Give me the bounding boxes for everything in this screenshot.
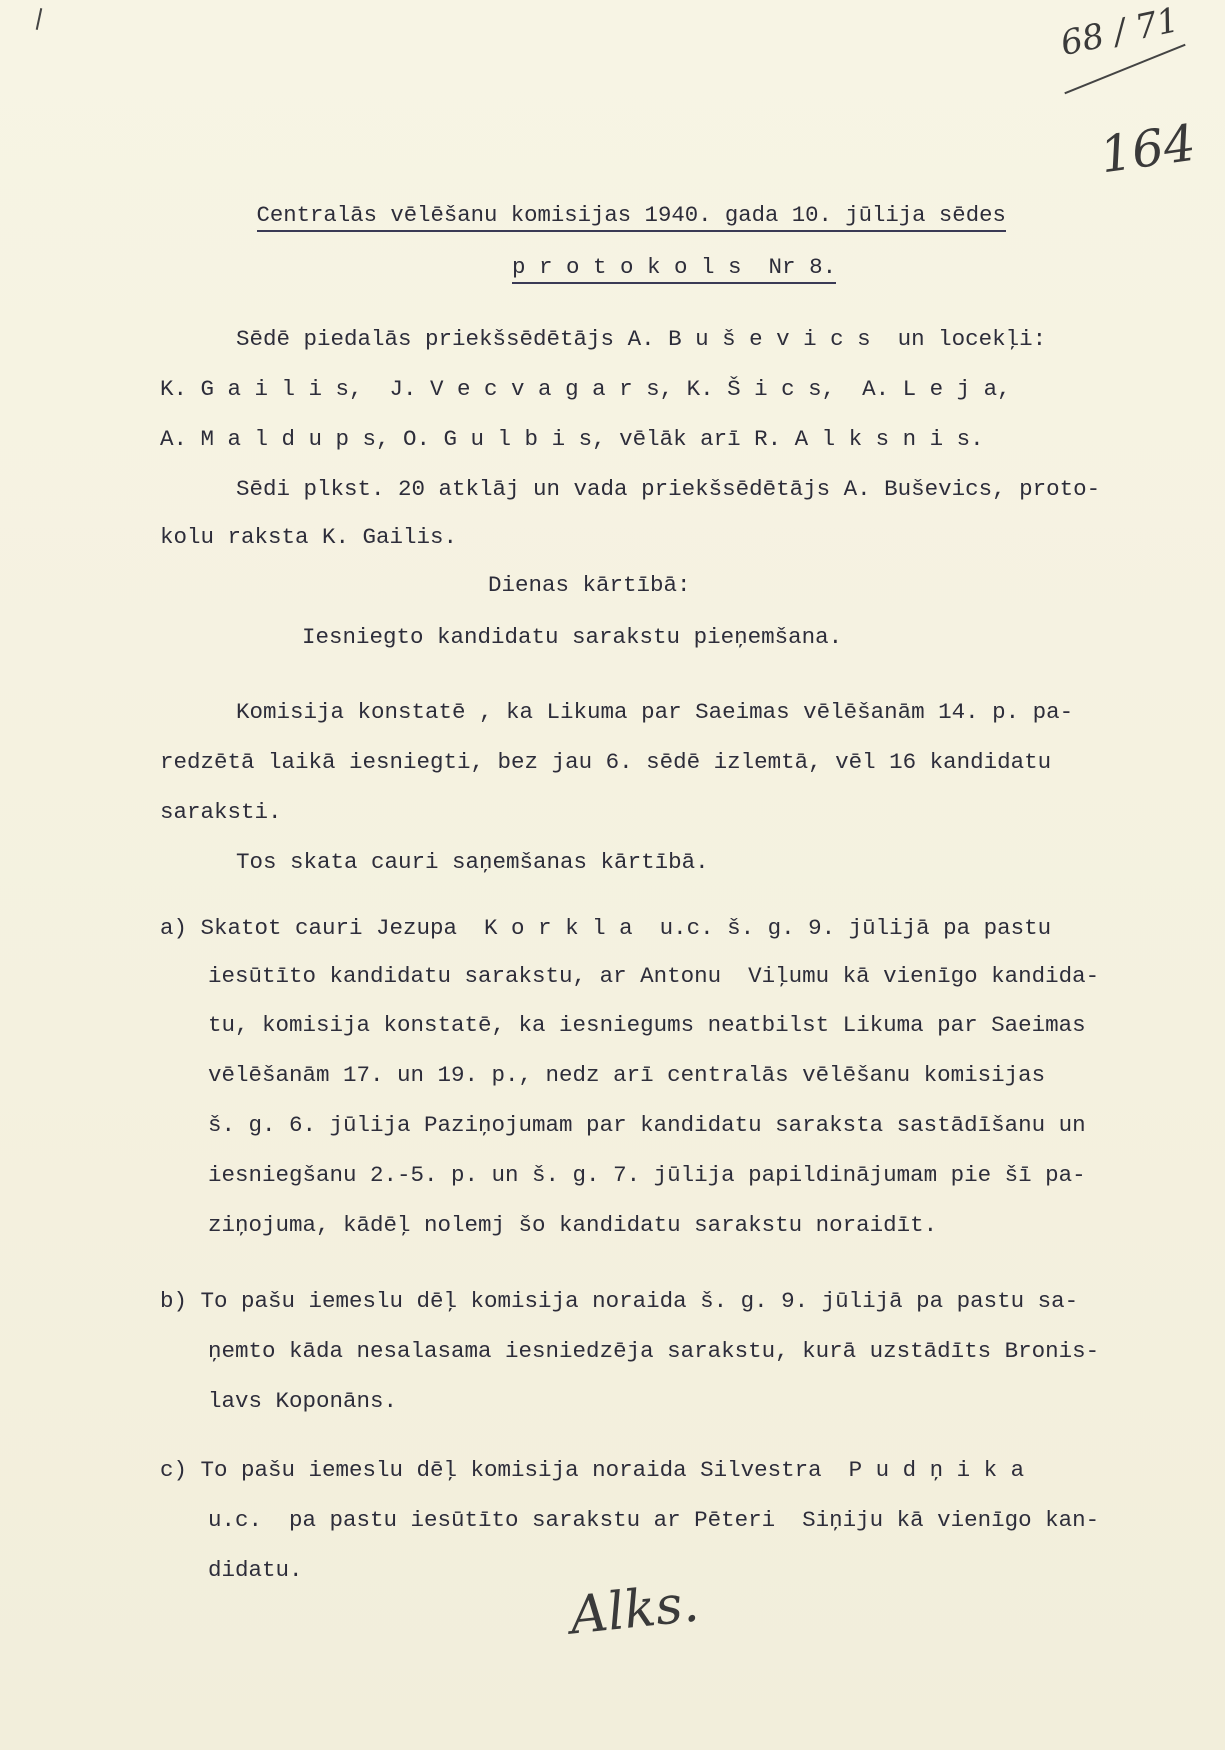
item-b-line: ņemto kāda nesalasama iesniedzēja sarakstu, kurā uzstādīts Bronis- [208,1338,1100,1364]
archive-old-numbers: 68 / 71 [1057,0,1183,64]
body-line: Tos skata cauri saņemšanas kārtībā. [236,849,709,875]
item-a-line: š. g. 6. jūlija Paziņojumam par kandidatu saraksta sastādīšanu un [208,1112,1086,1138]
item-c-line: u.c. pa pastu iesūtīto sarakstu ar Pēteri Siņiju kā vienīgo kan- [208,1507,1100,1533]
agenda-item: Iesniegto kandidatu sarakstu pieņemšana. [302,624,843,650]
title-text: Centralās vēlēšanu komisijas 1940. gada 10. jūlija sēdes [257,202,1006,232]
body-line: Komisija konstatē , ka Likuma par Saeimas vēlēšanām 14. p. pa- [236,699,1074,725]
protocol-number: p r o t o k o l s Nr 8. [512,254,836,284]
archive-page-number: 164 [1096,113,1200,185]
item-a-line: iesūtīto kandidatu sarakstu, ar Antonu Viļumu kā vienīgo kandida- [208,963,1100,989]
item-a-line: ziņojuma, kādēļ nolemj šo kandidatu sarakstu noraidīt. [208,1212,938,1238]
item-c-line: didatu. [208,1557,303,1583]
item-a-line: a) Skatot cauri Jezupa K o r k l a u.c. š. g. 9. jūlijā pa pastu [160,915,1052,941]
body-line: redzētā laikā iesniegti, bez jau 6. sēdē izlemtā, vēl 16 kandidatu [160,749,1052,775]
item-a-line: iesniegšanu 2.-5. p. un š. g. 7. jūlija papildinājumam pie šī pa- [208,1162,1086,1188]
item-a-line: tu, komisija konstatē, ka iesniegums neatbilst Likuma par Saeimas [208,1012,1086,1038]
attendance-line: Sēdē piedalās priekšsēdētājs A. B u š e v i c s un locekļi: [236,326,1047,352]
attendance-line: A. M a l d u p s, O. G u l b i s, vēlāk arī R. A l k s n i s. [160,426,984,452]
body-line: saraksti. [160,799,282,825]
corner-tick-mark [36,8,43,30]
item-a-line: vēlēšanām 17. un 19. p., nedz arī centralās vēlēšanu komisijas [208,1062,1046,1088]
item-b-line: b) To pašu iemeslu dēļ komisija noraida š. g. 9. jūlijā pa pastu sa- [160,1288,1079,1314]
title-line-2 [458,222,836,312]
item-b-line: lavs Koponāns. [208,1388,398,1414]
attendance-line: K. G a i l i s, J. V e c v a g a r s, K. Š i c s, A. L e j a, [160,376,1011,402]
agenda-heading: Dienas kārtībā: [488,572,691,598]
attendance-line: Sēdi plkst. 20 atklāj un vada priekšsēdētājs A. Buševics, proto- [236,476,1101,502]
item-c-line: c) To pašu iemeslu dēļ komisija noraida Silvestra P u d ņ i k a [160,1457,1025,1483]
attendance-line: kolu raksta K. Gailis. [160,524,458,550]
signature: Alks. [567,1573,702,1647]
